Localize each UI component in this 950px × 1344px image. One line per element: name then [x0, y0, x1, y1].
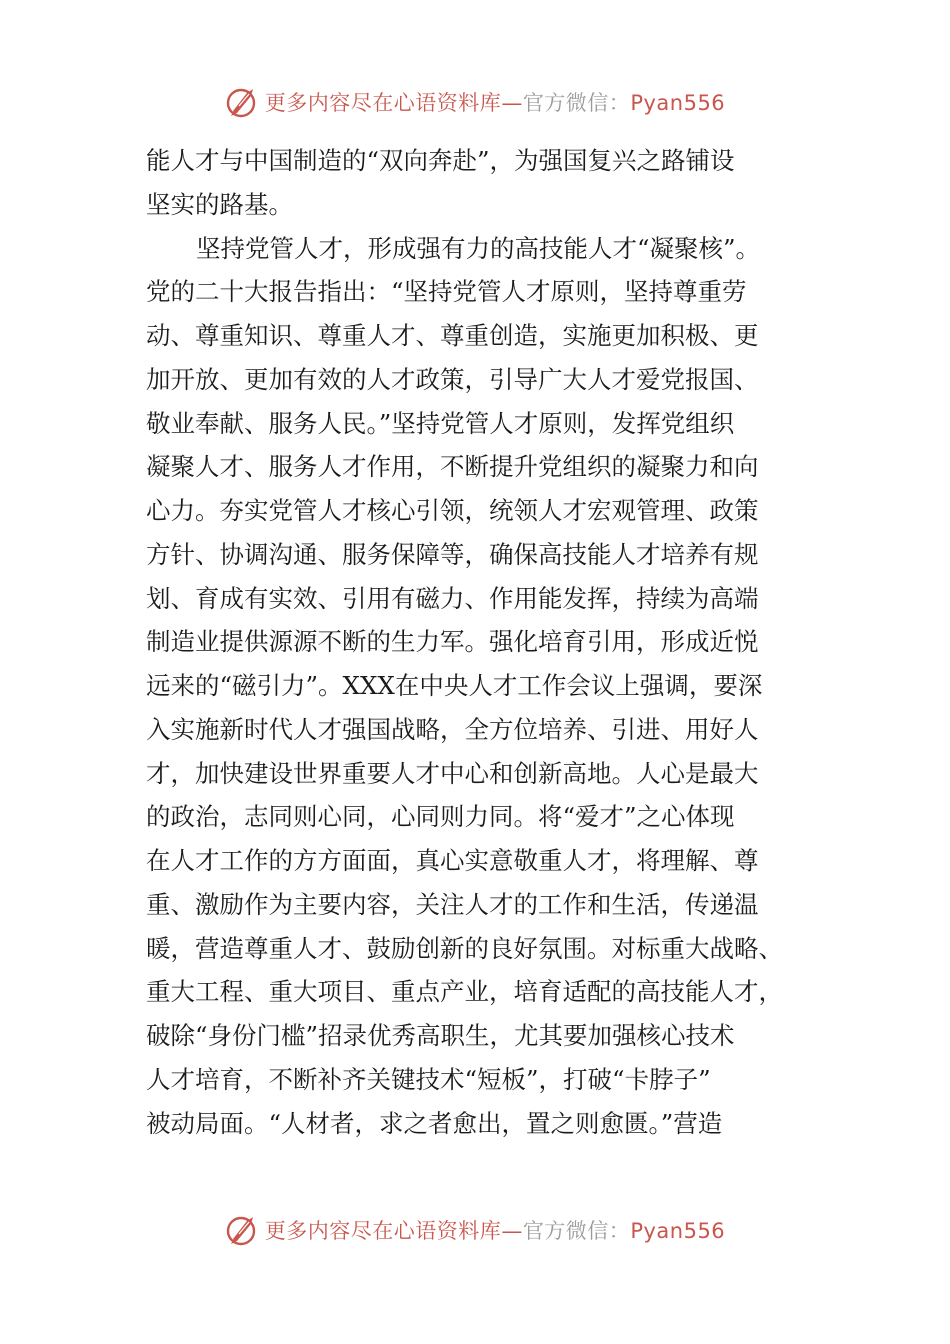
document-line: 重大工程、重大项目、重点产业，培育适配的高技能人才， [146, 977, 783, 1007]
document-line: 坚持党管人才，形成强有力的高技能人才“凝聚核”。 [196, 233, 761, 263]
document-line: 党的二十大报告指出：“坚持党管人才原则，坚持尊重劳 [146, 277, 747, 307]
header-banner-dash: — [501, 91, 523, 115]
document-line: 心力。夯实党管人才核心引领，统领人才宏观管理、政策 [146, 496, 759, 525]
document-line: 在人才工作的方方面面，真心实意敬重人才，将理解、尊 [146, 846, 759, 875]
document-line: 坚实的路基。 [146, 189, 293, 219]
document-line: 制造业提供源源不断的生力军。强化培育引用，形成近悦 [146, 627, 759, 657]
pen-nib-logo-icon [225, 1212, 261, 1248]
header-banner-text [265, 87, 725, 117]
document-line: 被动局面。“人材者，求之者愈出，置之则愈匮。”营造 [146, 1108, 723, 1138]
document-line: 凝聚人才、服务人才作用，不断提升党组织的凝聚力和向 [146, 452, 759, 482]
document-line: 重、激励作为主要内容，关注人才的工作和生活，传递温 [146, 889, 759, 919]
footer-banner-text [265, 1215, 725, 1245]
header-banner [0, 82, 950, 122]
document-line: 的政治，志同则心同，心同则力同。将“爱才”之心体现 [146, 802, 735, 832]
pen-nib-logo-icon [225, 84, 261, 120]
footer-banner-main: 更多内容尽在心语资料库 [264, 1219, 502, 1243]
footer-banner [0, 1210, 950, 1250]
document-line: 破除“身份门槛”招录优秀高职生，尤其要加强核心技术 [146, 1021, 735, 1050]
header-banner-main: 更多内容尽在心语资料库 [264, 91, 502, 115]
document-line: 能人才与中国制造的“双向奔赴”，为强国复兴之路铺设 [146, 146, 735, 175]
footer-banner-id: Pyan556 [630, 1219, 726, 1243]
document-line: 暖，营造尊重人才、鼓励创新的良好氛围。对标重大战略、 [146, 933, 783, 963]
header-banner-id: Pyan556 [630, 91, 726, 115]
document-body [146, 139, 808, 1145]
footer-banner-wechat: 官方微信： [522, 1219, 631, 1243]
document-line: 方针、协调沟通、服务保障等，确保高技能人才培养有规 [146, 539, 759, 569]
document-line: 才，加快建设世界重要人才中心和创新高地。人心是最大 [146, 758, 759, 788]
header-banner-wechat: 官方微信： [522, 91, 631, 115]
document-line: 划、育成有实效、引用有磁力、作用能发挥，持续为高端 [146, 583, 759, 613]
document-line: 入实施新时代人才强国战略，全方位培养、引进、用好人 [146, 714, 759, 744]
document-line: 动、尊重知识、尊重人才、尊重创造，实施更加积极、更 [146, 321, 759, 350]
document-line: 人才培育，不断补齐关键技术“短板”，打破“卡脖子” [146, 1064, 711, 1094]
document-line: 敬业奉献、服务人民。”坚持党管人才原则，发挥党组织 [146, 408, 735, 438]
document-line: 远来的“磁引力”。XXX在中央人才工作会议上强调，要深 [146, 671, 763, 700]
footer-banner-dash: — [501, 1219, 523, 1243]
document-line: 加开放、更加有效的人才政策，引导广大人才爱党报国、 [146, 364, 759, 394]
